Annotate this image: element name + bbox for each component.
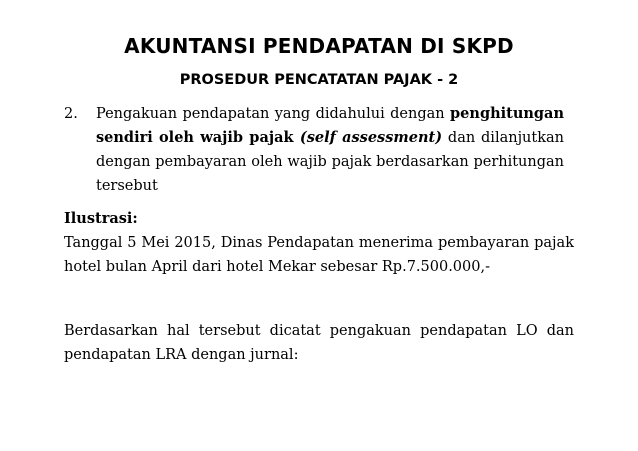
slide-title: AKUNTANSI PENDAPATAN DI SKPD: [124, 34, 514, 58]
point-text-bold: penghitungan sendiri oleh wajib pajak: [96, 105, 564, 146]
point-number: 2.: [64, 106, 78, 122]
illustration-heading: Ilustrasi:: [64, 210, 138, 227]
slide-subtitle: PROSEDUR PENCATATAN PAJAK - 2: [179, 72, 459, 88]
numbered-point: [64, 102, 564, 198]
point-text-intro: Pengakuan pendapatan yang didahului dengan: [96, 106, 451, 122]
conclusion-text: Berdasarkan hal tersebut dicatat pengakuan pendapatan LO dan pendapatan LRA dengan jurnal:: [64, 323, 574, 363]
illustration-text: Tanggal 5 Mei 2015, Dinas Pendapatan menerima pembayaran pajak hotel bulan April dari hotel Mekar sebesar Rp.7.500.000,-: [64, 235, 574, 275]
point-text: [96, 102, 564, 198]
point-text-rest: dan dilanjutkan dengan pembayaran oleh wajib pajak berdasarkan perhitungan tersebut: [96, 130, 564, 194]
point-text-bold-italic: (self assessment): [299, 129, 443, 146]
illustration-block: [64, 207, 574, 279]
